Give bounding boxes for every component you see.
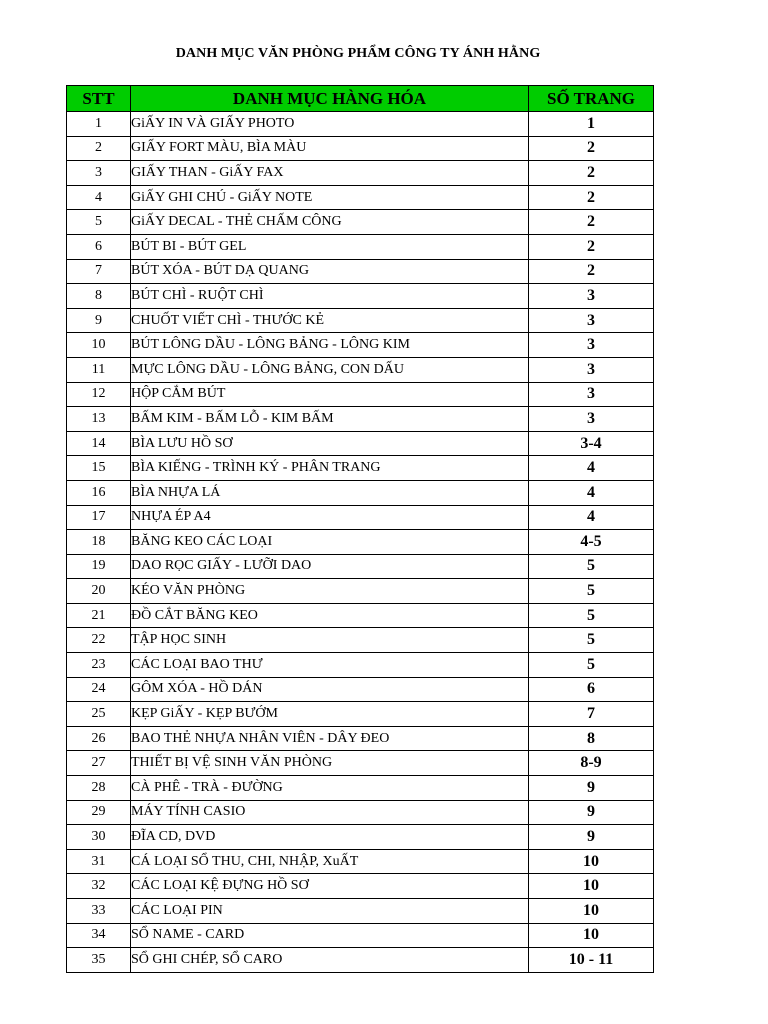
table-body [67,112,654,973]
table-row [67,751,654,776]
row-stt: 16 [67,480,131,505]
row-item-name: TẬP HỌC SINH [131,628,529,653]
row-item-name: ĐỒ CẮT BĂNG KEO [131,603,529,628]
row-page-number: 10 [529,899,654,924]
row-stt: 15 [67,456,131,481]
row-page-number: 9 [529,800,654,825]
row-stt: 7 [67,259,131,284]
table-row [67,849,654,874]
row-item-name: KÉO VĂN PHÒNG [131,579,529,604]
row-page-number: 2 [529,234,654,259]
row-page-number: 3-4 [529,431,654,456]
row-stt: 26 [67,726,131,751]
row-page-number: 3 [529,357,654,382]
table-row [67,456,654,481]
row-page-number: 5 [529,653,654,678]
table-row [67,112,654,137]
table-row [67,726,654,751]
row-item-name: BÌA KIẾNG - TRÌNH KÝ - PHÂN TRANG [131,456,529,481]
row-stt: 34 [67,923,131,948]
row-stt: 30 [67,825,131,850]
table-row [67,333,654,358]
row-stt: 28 [67,776,131,801]
table-row [67,505,654,530]
row-page-number: 9 [529,776,654,801]
table-row [67,161,654,186]
row-item-name: GÔM XÓA - HỒ DÁN [131,677,529,702]
row-stt: 24 [67,677,131,702]
row-item-name: BAO THẺ NHỰA NHÂN VIÊN - DÂY ĐEO [131,726,529,751]
row-item-name: ĐĨA CD, DVD [131,825,529,850]
table-row [67,800,654,825]
table-row [67,776,654,801]
table-row [67,899,654,924]
row-item-name: CHUỐT VIẾT CHÌ - THƯỚC KẺ [131,308,529,333]
row-page-number: 3 [529,333,654,358]
row-stt: 12 [67,382,131,407]
row-item-name: CÁC LOẠI KỆ ĐỰNG HỒ SƠ [131,874,529,899]
row-stt: 25 [67,702,131,727]
row-item-name: BÌA NHỰA LÁ [131,480,529,505]
row-stt: 10 [67,333,131,358]
row-page-number: 2 [529,136,654,161]
row-item-name: CÁC LOẠI PIN [131,899,529,924]
row-stt: 9 [67,308,131,333]
row-page-number: 4 [529,505,654,530]
row-page-number: 4 [529,456,654,481]
row-page-number: 3 [529,407,654,432]
row-item-name: GiẤY IN VÀ GIẤY PHOTO [131,112,529,137]
row-stt: 17 [67,505,131,530]
header-stt: STT [67,86,131,112]
row-stt: 6 [67,234,131,259]
row-stt: 33 [67,899,131,924]
row-item-name: BÌA LƯU HỒ SƠ [131,431,529,456]
row-page-number: 2 [529,185,654,210]
row-stt: 19 [67,554,131,579]
row-stt: 13 [67,407,131,432]
table-header-row [67,86,654,112]
row-page-number: 8 [529,726,654,751]
table-row [67,603,654,628]
row-stt: 14 [67,431,131,456]
row-stt: 22 [67,628,131,653]
row-stt: 23 [67,653,131,678]
row-item-name: GiẤY GHI CHÚ - GiẤY NOTE [131,185,529,210]
row-item-name: MÁY TÍNH CASIO [131,800,529,825]
row-stt: 21 [67,603,131,628]
row-page-number: 3 [529,382,654,407]
table-row [67,284,654,309]
row-page-number: 4-5 [529,530,654,555]
row-stt: 35 [67,948,131,973]
row-stt: 2 [67,136,131,161]
table-row [67,628,654,653]
row-page-number: 5 [529,554,654,579]
row-item-name: BÚT CHÌ - RUỘT CHÌ [131,284,529,309]
row-item-name: HỘP CẮM BÚT [131,382,529,407]
row-item-name: SỔ NAME - CARD [131,923,529,948]
table-row [67,185,654,210]
row-stt: 8 [67,284,131,309]
row-item-name: DAO RỌC GIẤY - LƯỠI DAO [131,554,529,579]
row-page-number: 9 [529,825,654,850]
row-stt: 3 [67,161,131,186]
row-item-name: CÀ PHÊ - TRÀ - ĐƯỜNG [131,776,529,801]
row-page-number: 4 [529,480,654,505]
table-row [67,825,654,850]
table-row [67,554,654,579]
row-item-name: THIẾT BỊ VỆ SINH VĂN PHÒNG [131,751,529,776]
row-page-number: 5 [529,579,654,604]
row-stt: 5 [67,210,131,235]
table-row [67,530,654,555]
row-stt: 32 [67,874,131,899]
row-item-name: SỔ GHI CHÉP, SỔ CARO [131,948,529,973]
table-row [67,234,654,259]
row-stt: 31 [67,849,131,874]
row-item-name: BẤM KIM - BẤM LỖ - KIM BẤM [131,407,529,432]
row-stt: 27 [67,751,131,776]
row-page-number: 5 [529,628,654,653]
table-row [67,357,654,382]
table-row [67,431,654,456]
table-row [67,874,654,899]
row-page-number: 7 [529,702,654,727]
row-item-name: NHỰA ÉP A4 [131,505,529,530]
row-page-number: 10 [529,874,654,899]
table-row [67,579,654,604]
table-row [67,308,654,333]
row-item-name: BÚT BI - BÚT GEL [131,234,529,259]
table-row [67,923,654,948]
table-row [67,480,654,505]
header-item-name: DANH MỤC HÀNG HÓA [131,86,529,112]
row-page-number: 2 [529,210,654,235]
row-page-number: 2 [529,161,654,186]
row-page-number: 2 [529,259,654,284]
row-stt: 20 [67,579,131,604]
row-stt: 29 [67,800,131,825]
table-row [67,702,654,727]
row-item-name: GIẤY THAN - GiẤY FAX [131,161,529,186]
row-item-name: KẸP GiẤY - KẸP BƯỚM [131,702,529,727]
row-stt: 4 [67,185,131,210]
row-page-number: 1 [529,112,654,137]
catalog-table [66,85,654,973]
row-item-name: BÚT XÓA - BÚT DẠ QUANG [131,259,529,284]
table-row [67,259,654,284]
table-row [67,382,654,407]
row-stt: 11 [67,357,131,382]
row-page-number: 6 [529,677,654,702]
table-row [67,677,654,702]
row-stt: 1 [67,112,131,137]
row-page-number: 10 - 11 [529,948,654,973]
table-row [67,136,654,161]
row-page-number: 8-9 [529,751,654,776]
row-page-number: 10 [529,849,654,874]
row-item-name: CÁC LOẠI BAO THƯ [131,653,529,678]
row-item-name: CÁ LOẠI SỔ THU, CHI, NHẬP, XuẤT [131,849,529,874]
row-page-number: 5 [529,603,654,628]
table-row [67,407,654,432]
table-row [67,653,654,678]
table-row [67,948,654,973]
document-title: DANH MỤC VĂN PHÒNG PHẨM CÔNG TY ÁNH HẰNG [175,46,541,61]
row-item-name: MỰC LÔNG DẦU - LÔNG BẢNG, CON DẤU [131,357,529,382]
row-page-number: 3 [529,284,654,309]
row-item-name: BÚT LÔNG DẦU - LÔNG BẢNG - LÔNG KIM [131,333,529,358]
row-stt: 18 [67,530,131,555]
row-page-number: 10 [529,923,654,948]
row-item-name: GiẤY DECAL - THẺ CHẤM CÔNG [131,210,529,235]
row-item-name: GIẤY FORT MÀU, BÌA MÀU [131,136,529,161]
row-page-number: 3 [529,308,654,333]
table-row [67,210,654,235]
row-item-name: BĂNG KEO CÁC LOẠI [131,530,529,555]
header-page-number: SỐ TRANG [529,86,654,112]
